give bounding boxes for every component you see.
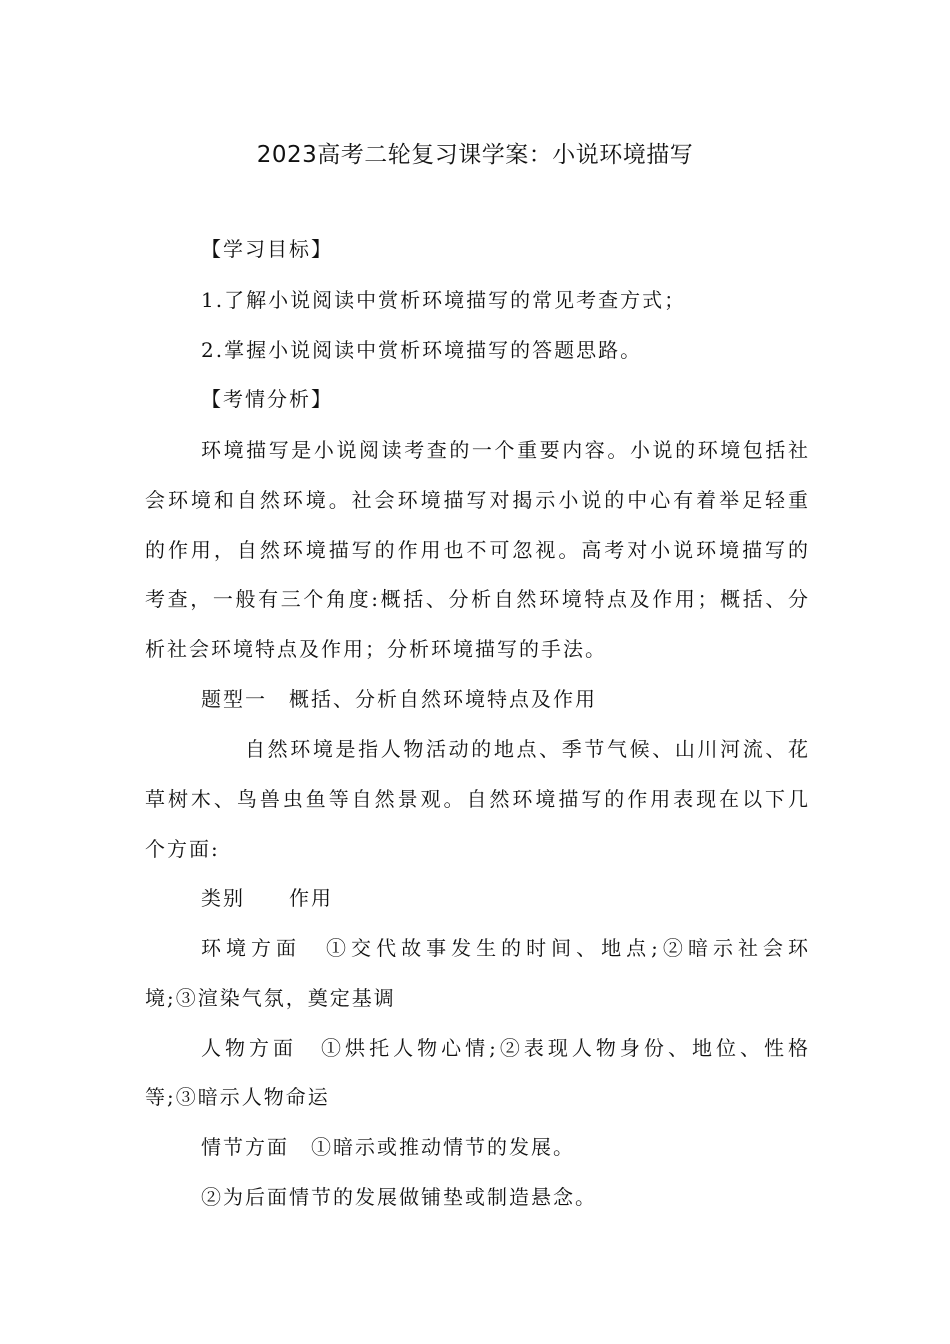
table-header-row: 类别 作用: [201, 886, 333, 910]
paragraph-line: 草树木、鸟兽虫鱼等自然景观。自然环境描写的作用表现在以下几: [145, 787, 810, 811]
paragraph-line: 考查，一般有三个角度:概括、分析自然环境特点及作用；概括、分: [145, 587, 810, 611]
section-heading-exam-analysis: 【考情分析】: [201, 387, 333, 411]
question-type-heading: 题型一 概括、分析自然环境特点及作用: [201, 687, 597, 711]
paragraph-line: 自然环境是指人物活动的地点、季节气候、山川河流、花: [245, 737, 810, 761]
paragraph-line: 析社会环境特点及作用；分析环境描写的手法。: [145, 637, 607, 661]
category-row-plot-cont: ②为后面情节的发展做铺垫或制造悬念。: [201, 1185, 597, 1209]
category-row-character: 人物方面 ①烘托人物心情;②表现人物身份、地位、性格: [201, 1036, 810, 1060]
document-title: 2023高考二轮复习课学案：小说环境描写: [256, 142, 694, 168]
paragraph-line: 环境描写是小说阅读考查的一个重要内容。小说的环境包括社: [201, 438, 810, 462]
paragraph-line: 的作用，自然环境描写的作用也不可忽视。高考对小说环境描写的: [145, 538, 810, 562]
section-heading-learning-goals: 【学习目标】: [201, 237, 333, 261]
category-row-environment-cont: 境;③渲染气氛，奠定基调: [145, 986, 396, 1010]
category-row-plot: 情节方面 ①暗示或推动情节的发展。: [201, 1135, 575, 1159]
goal-item-2: 2.掌握小说阅读中赏析环境描写的答题思路。: [201, 338, 643, 362]
category-row-environment: 环境方面 ①交代故事发生的时间、地点;②暗示社会环: [201, 936, 810, 960]
goal-item-1: 1.了解小说阅读中赏析环境描写的常见考查方式；: [201, 288, 687, 312]
paragraph-line: 会环境和自然环境。社会环境描写对揭示小说的中心有着举足轻重: [145, 488, 810, 512]
category-row-character-cont: 等;③暗示人物命运: [145, 1085, 330, 1109]
paragraph-line: 个方面:: [145, 837, 220, 861]
